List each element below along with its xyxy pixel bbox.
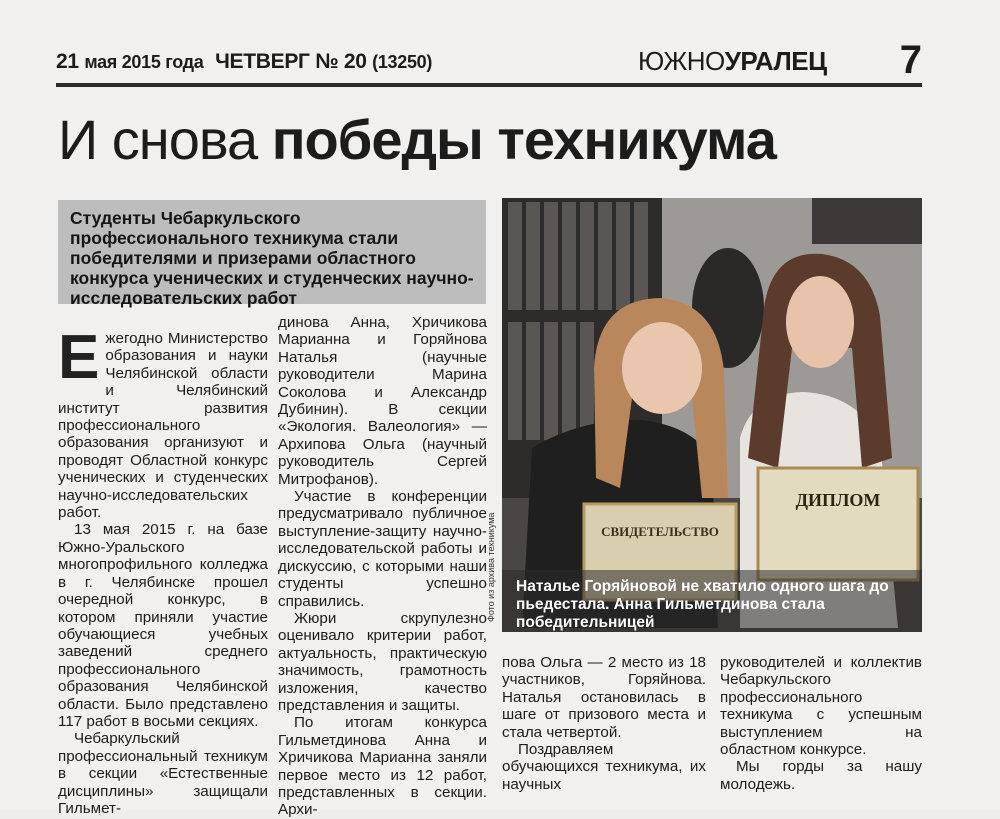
paragraph: По итогам конкурса Гильметдинова Анна и Хричикова Марианна заняли первое место из 12 работ, представленных в секции. Архи-: [278, 714, 487, 819]
text-column-3: [502, 654, 706, 793]
paragraph: Поздравляем обучающихся техникума, их научных: [502, 741, 706, 793]
photo-illustration: [502, 198, 922, 632]
issue-number: № 20: [315, 50, 367, 73]
paragraph: Жюри скрупулезно оценивало критерии работ, актуальность, практическую значимость, грамотность изложения, качество представления и защиты.: [278, 609, 487, 714]
issue-date-line: [56, 50, 432, 74]
photo-caption: Наталье Горяйновой не хватило одного шага до пьедестала. Анна Гильметдинова стала победительницей: [516, 578, 889, 631]
article-photo: [502, 198, 922, 632]
date-day: 21: [56, 50, 79, 73]
paragraph: Чебаркульский профессиональный техникум в секции «Естественные дисциплины» защищали Гильмет-: [58, 730, 268, 817]
page-header: [56, 38, 936, 82]
paragraph: руководителей и коллектив Чебаркульского профессионального техникума с успешным выступлением на областном конкурсе.: [720, 654, 922, 759]
headline-light: И снова: [58, 108, 272, 171]
paragraph: пова Ольга — 2 место из 18 участников, Горяйнова. Наталья остановилась в шаге от призового места и стала четвертой.: [502, 654, 706, 741]
lead-text: Студенты Чебаркульского профессионального техникума стали победителями и призерами областного конкурса ученических и студенческих научно-исследовательских работ: [70, 208, 474, 308]
paragraph: 13 мая 2015 г. на базе Южно-Уральского многопрофильного колледжа в г. Челябинске прошел очередной конкурс, в котором приняли участие обучающиеся учебных заведений среднего профессионального образования Челябинской области. Было представлено 117 работ в восьми секциях.: [58, 521, 268, 730]
paragraph-text: жегодно Министерство образования и науки Челябинской области и Челябинский институт развития профессионального образования организуют и проводят Областной конкурс ученических и студенческих научно-исследовательских работ.: [58, 330, 268, 522]
headline-bold: победы техникума: [271, 108, 776, 171]
weekday: ЧЕТВЕРГ: [215, 50, 310, 73]
dropcap-letter: Е: [58, 323, 100, 392]
paragraph: динова Анна, Хричикова Марианна и Горяйнова Наталья (научные руководители Марина Соколова и Александр Дубинин). В секции «Экология. Валеология» — Архипова Ольга (научный руководитель Сергей Митрофанов).: [278, 314, 487, 488]
paragraph: [58, 323, 268, 522]
certificate-right-title: ДИПЛОМ: [795, 490, 881, 510]
text-column-2: [278, 314, 487, 819]
logo-light: ЮЖНО: [638, 46, 725, 76]
text-column-1: [58, 323, 268, 817]
issue-total: (13250): [372, 52, 433, 72]
photo-credit: Фото из архива техникума: [486, 512, 496, 622]
date-month-year: мая 2015 года: [84, 52, 204, 72]
page-number: 7: [899, 38, 922, 82]
article-headline: [58, 108, 776, 172]
header-rule: [56, 83, 922, 87]
paragraph: Мы горды за нашу молодежь.: [720, 758, 922, 793]
newspaper-logo: [638, 46, 827, 77]
paragraph: Участие в конференции предусматривало публичное выступление-защиту научно-исследовательской работы и дискуссию, с которыми наши студенты успешно справились.: [278, 488, 487, 610]
logo-bold: УРАЛЕЦ: [724, 46, 827, 76]
certificate-left-title: СВИДЕТЕЛЬСТВО: [601, 524, 719, 539]
text-column-4: [720, 654, 922, 793]
article-lead: [58, 200, 486, 308]
